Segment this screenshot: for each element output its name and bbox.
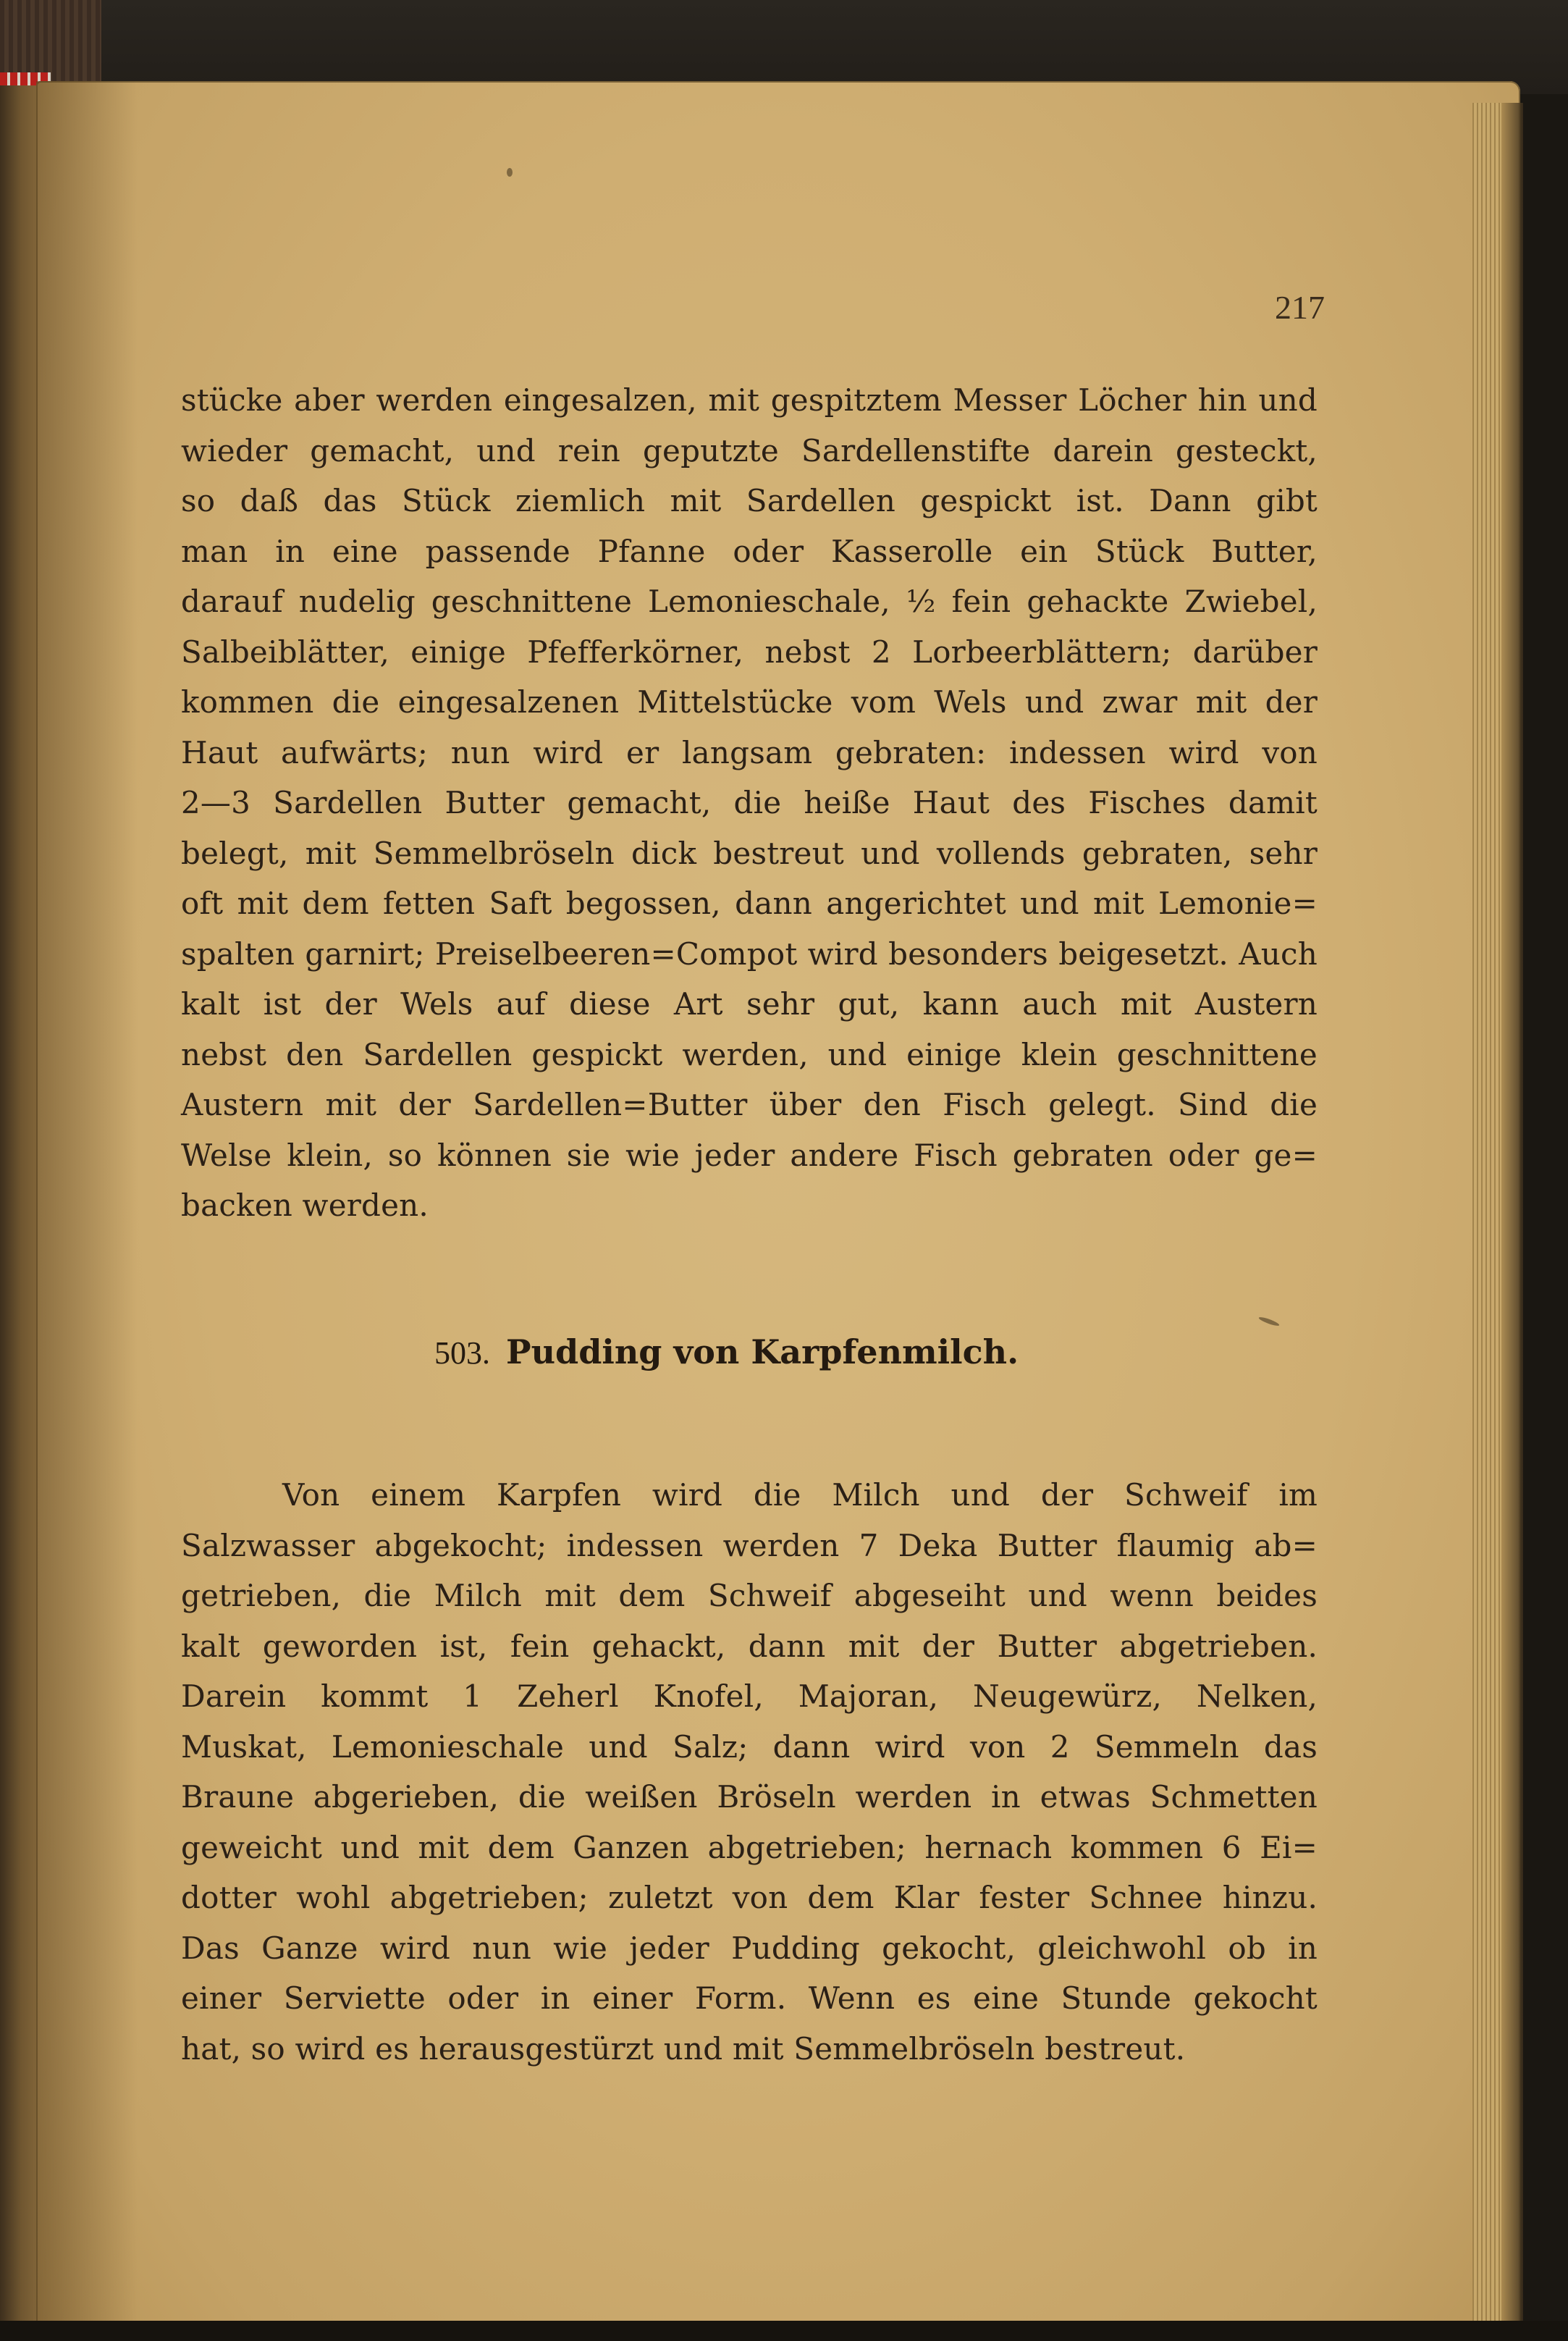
text-line: einer Serviette oder in einer Form. Wenn es eine Stunde gekocht <box>181 1980 1318 2016</box>
text-line: Von einem Karpfen wird die Milch und der Schweif im <box>282 1477 1318 1513</box>
text-line: darauf nudelig geschnittene Lemonieschale, ½ fein gehackte Zwiebel, <box>181 584 1318 619</box>
text-line: dotter wohl abgetrieben; zuletzt von dem Klar fester Schnee hinzu. <box>181 1880 1318 1915</box>
text-line: Austern mit der Sardellen=Butter über den Fisch gelegt. Sind die <box>181 1087 1318 1122</box>
page-number: 217 <box>1275 289 1325 326</box>
scanner-backdrop <box>0 0 1568 94</box>
text-line: hat, so wird es herausgestürzt und mit Semmelbröseln bestreut. <box>181 2030 1186 2067</box>
text-line: nebst den Sardellen gespickt werden, und einige klein geschnittene <box>181 1036 1318 1072</box>
recipe-title: Pudding von Karpfenmilch. <box>506 1332 1019 1371</box>
text-line: stücke aber werden eingesalzen, mit gespitztem Messer Löcher hin und <box>181 382 1318 418</box>
text-line: backen werden. <box>181 1188 429 1223</box>
text-line: kommen die eingesalzenen Mittelstücke vom Wels und zwar mit der <box>181 684 1318 720</box>
text-line: Das Ganze wird nun wie jeder Pudding gekocht, gleichwohl ob in <box>181 1930 1318 1966</box>
text-line: so daß das Stück ziemlich mit Sardellen gespickt ist. Dann gibt <box>181 483 1318 518</box>
text-line: Salbeiblätter, einige Pfefferkörner, nebst 2 Lorbeerblättern; darüber <box>181 634 1318 670</box>
text-line: Darein kommt 1 Zeherl Knofel, Majoran, Neugewürz, Nelken, <box>181 1678 1318 1714</box>
text-line: man in eine passende Pfanne oder Kasserolle ein Stück Butter, <box>181 533 1318 569</box>
paragraph-2 <box>181 1470 1318 2074</box>
text-line: getrieben, die Milch mit dem Schweif abgeseiht und wenn beides <box>181 1578 1318 1613</box>
text-line: kalt geworden ist, fein gehackt, dann mit der Butter abgetrieben. <box>181 1628 1318 1664</box>
page-stack-edge <box>1472 103 1523 2341</box>
text-line: geweicht und mit dem Ganzen abgetrieben; hernach kommen 6 Ei= <box>181 1829 1318 1865</box>
text-line: Haut aufwärts; nun wird er langsam gebraten: indessen wird von <box>181 734 1318 770</box>
paragraph-1 <box>181 375 1318 1231</box>
text-line: spalten garnirt; Preiselbeeren=Compot wird besonders beigesetzt. Auch <box>181 936 1318 972</box>
text-line: Salzwasser abgekocht; indessen werden 7 Deka Butter flaumig ab= <box>181 1527 1318 1563</box>
text-line: kalt ist der Wels auf diese Art sehr gut, kann auch mit Austern <box>181 986 1318 1022</box>
text-line: Welse klein, so können sie wie jeder andere Fisch gebraten oder ge= <box>181 1137 1318 1173</box>
recipe-heading <box>434 1332 1071 1371</box>
text-line: oft mit dem fetten Saft begossen, dann angerichtet und mit Lemonie= <box>181 886 1318 921</box>
gutter-shadow <box>36 81 138 2341</box>
text-line: Braune abgerieben, die weißen Bröseln werden in etwas Schmetten <box>181 1779 1318 1815</box>
text-line: 2—3 Sardellen Butter gemacht, die heiße Haut des Fisches damit <box>181 785 1318 820</box>
text-line: Muskat, Lemonieschale und Salz; dann wird von 2 Semmeln das <box>181 1728 1318 1765</box>
scanner-bottom-edge <box>0 2321 1568 2341</box>
recipe-number: 503. <box>434 1335 490 1371</box>
paper-speck <box>507 168 513 177</box>
text-line: belegt, mit Semmelbröseln dick bestreut und vollends gebraten, sehr <box>181 835 1318 871</box>
text-line: wieder gemacht, und rein geputzte Sardellenstifte darein gesteckt, <box>181 432 1318 468</box>
